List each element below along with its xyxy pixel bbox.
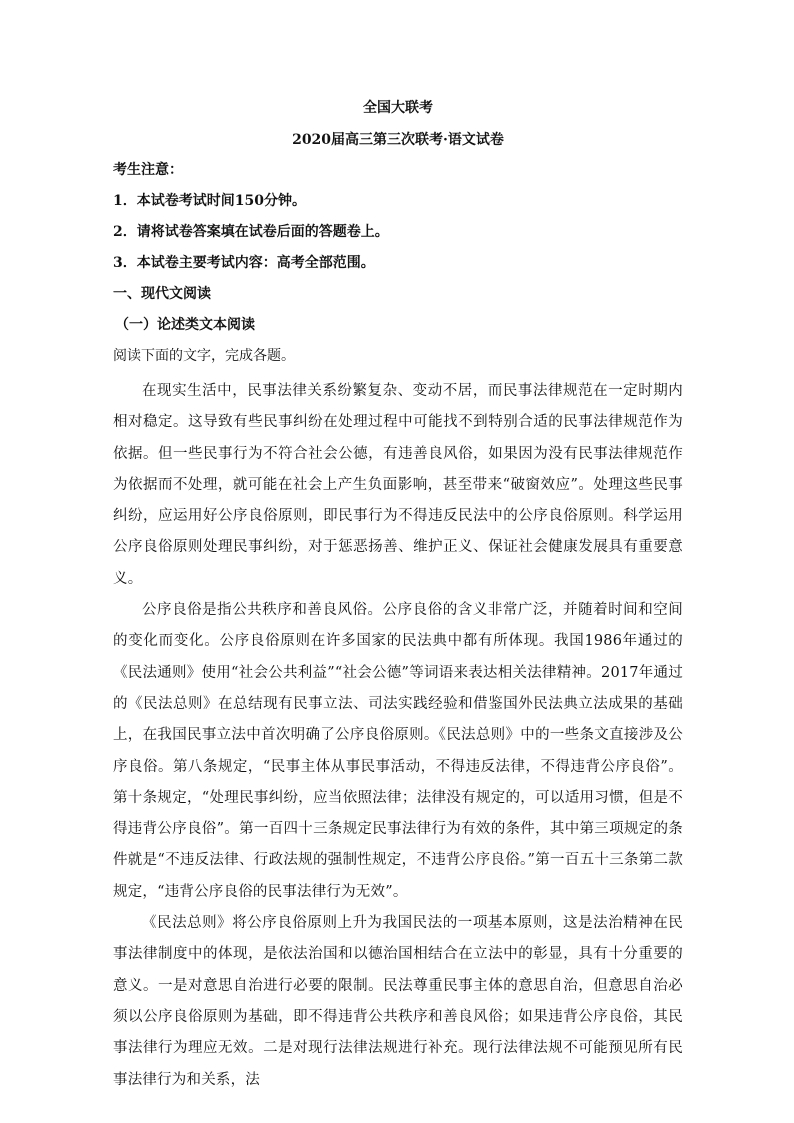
passage-paragraph-1: 在现实生活中，民事法律关系纷繁复杂、变动不居，而民事法律规范在一定时期内相对稳定。这导致有些民事纠纷在处理过程中可能找不到特别合适的民事法律规范作为依据。但一些民事行为不符合社会公德，有违善良风俗，如果因为没有民事法律规范作为依据而不处理，就可能在社会上产生负面影响，甚至带来“破窗效应”。处理这些民事纠纷，应运用好公序良俗原则，即民事行为不得违反民法中的公序良俗原则。科学运用公序良俗原则处理民事纠纷，对于惩恶扬善、维护正义、保证社会健康发展具有重要意义。 <box>113 383 683 587</box>
notice-item-2: 2．请将试卷答案填在试卷后面的答题卷上。 <box>113 224 389 240</box>
notice-item-1: 1．本试卷考试时间150分钟。 <box>113 193 306 209</box>
exam-subtitle: 2020届高三第三次联考·语文试卷 <box>292 132 504 148</box>
document-page <box>113 98 683 1096</box>
passage-paragraph-3: 《民法总则》将公序良俗原则上升为我国民法的一项基本原则，这是法治精神在民事法律制度中的体现，是依法治国和以德治国相结合在立法中的彰显，具有十分重要的意义。一是对意思自治进行必要的限制。民法尊重民事主体的意思自治，但意思自治必须以公序良俗原则为基础，即不得违背公共秩序和善良风俗；如果违背公序良俗，其民事法律行为理应无效。二是对现行法律法规进行补充。现行法律法规不可能预见所有民事法律行为和关系，法 <box>113 915 683 1088</box>
reading-instruction: 阅读下面的文字，完成各题。 <box>113 348 295 364</box>
subsection-heading: （一）论述类文本阅读 <box>115 317 255 333</box>
notice-heading: 考生注意： <box>113 162 183 178</box>
notice-item-3: 3．本试卷主要考试内容：高考全部范围。 <box>113 255 375 271</box>
section-heading: 一、现代文阅读 <box>113 286 211 302</box>
passage-paragraph-2: 公序良俗是指公共秩序和善良风俗。公序良俗的含义非常广泛，并随着时间和空间的变化而变化。公序良俗原则在许多国家的民法典中都有所体现。我国1986年通过的《民法通则》使用“社会公共利益”“社会公德”等词语来表达相关法律精神。2017年通过的《民法总则》在总结现有民事立法、司法实践经验和借鉴国外民法典立法成果的基础上，在我国民事立法中首次明确了公序良俗原则。《民法总则》中的一些条文直接涉及公序良俗。第八条规定，“民事主体从事民事活动，不得违反法律，不得违背公序良俗”。第十条规定，“处理民事纠纷，应当依照法律；法律没有规定的，可以适用习惯，但是不得违背公序良俗”。第一百四十三条规定民事法律行为有效的条件，其中第三项规定的条件就是“不违反法律、行政法规的强制性规定，不违背公序良俗。”第一百五十三条第二款规定，“违背公序良俗的民事法律行为无效”。 <box>113 602 683 900</box>
document-title: 全国大联考 <box>363 100 433 116</box>
